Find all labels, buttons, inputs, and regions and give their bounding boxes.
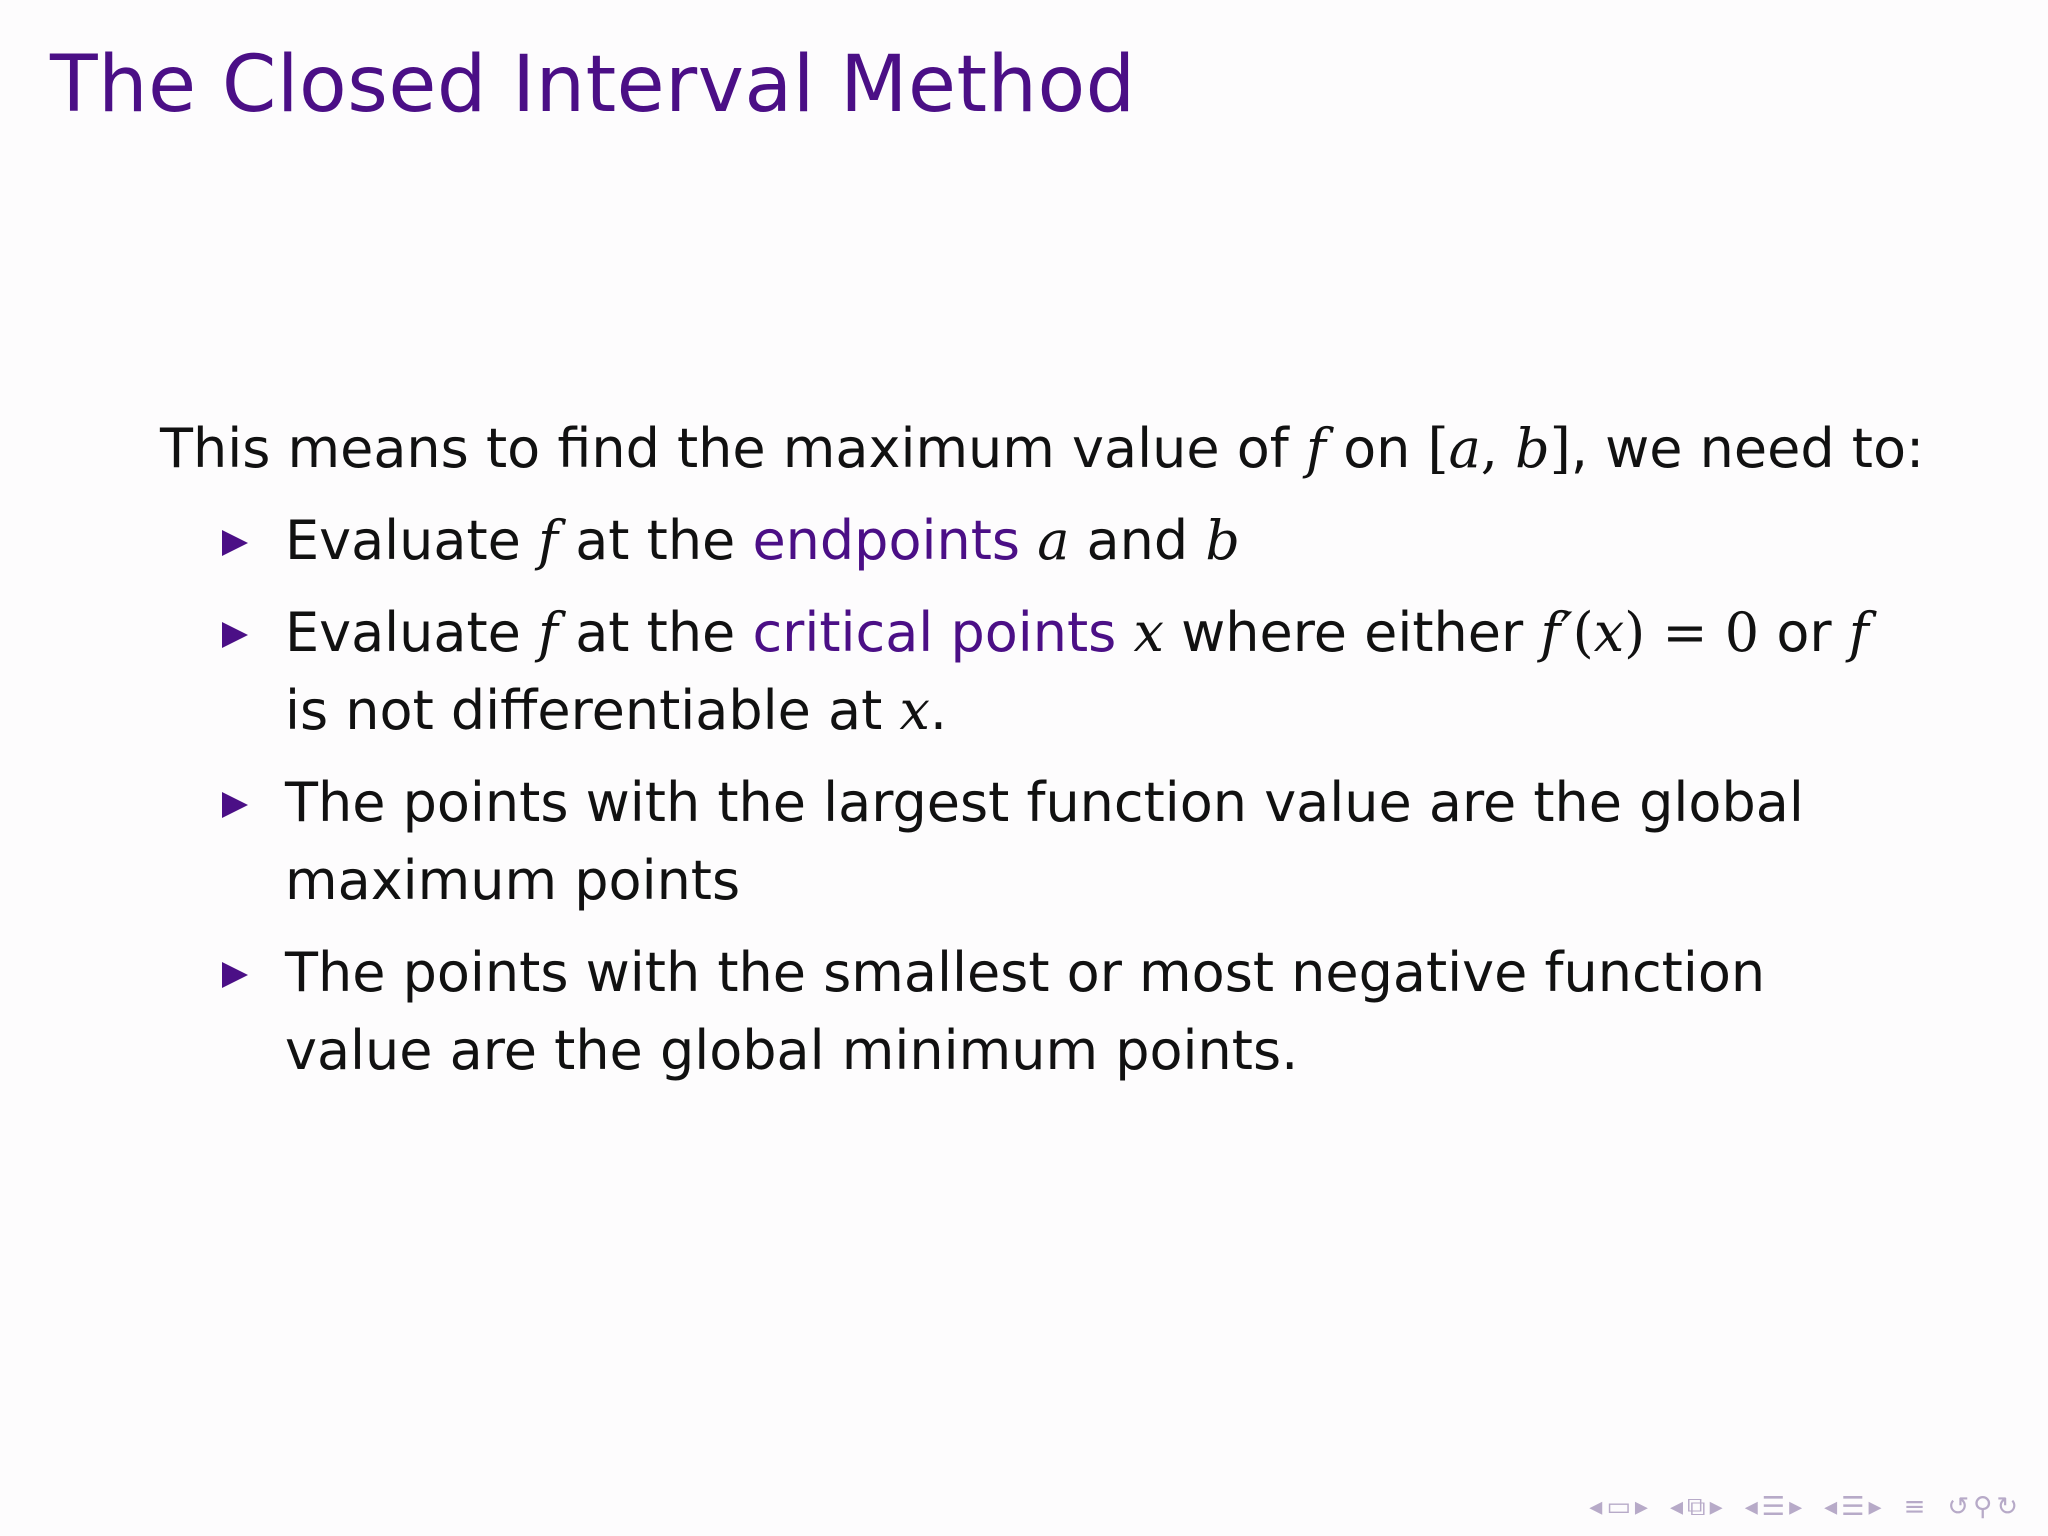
bullet-triangle-icon xyxy=(222,622,248,648)
slide-content xyxy=(160,410,1925,1104)
subsection-icon[interactable]: ⧉ xyxy=(1687,1492,1706,1522)
bullet-1-math-b: b xyxy=(1205,509,1240,572)
nav-right-arrow-icon[interactable]: ▸ xyxy=(1868,1492,1882,1522)
undo-icon[interactable]: ↺ xyxy=(1947,1492,1970,1522)
bullet-2-paren-close: ) xyxy=(1624,601,1646,664)
intro-sentence xyxy=(160,410,1925,488)
nav-subsection-group xyxy=(1670,1494,1723,1520)
bullet-item-global-maximum xyxy=(160,764,1920,920)
nav-part-group xyxy=(1824,1494,1881,1520)
section-icon[interactable]: ☰ xyxy=(1761,1492,1786,1522)
bullet-1-text-3 xyxy=(1020,509,1037,572)
bullet-2-math-x3: x xyxy=(899,679,930,742)
redo-icon[interactable]: ↻ xyxy=(1996,1492,2018,1522)
bullet-2-text-7: . xyxy=(929,679,948,742)
bullet-2-math-fprime: f′ xyxy=(1540,601,1573,664)
bullet-2-text-5: or xyxy=(1759,601,1849,664)
bullet-4-text: The points with the smallest or most negative function value are the global minimum points. xyxy=(285,941,1766,1082)
bullet-2-math-f: f xyxy=(538,601,559,664)
nav-left-arrow-icon[interactable]: ◂ xyxy=(1824,1492,1838,1522)
math-a: a xyxy=(1448,417,1481,480)
bullet-item-critical-points xyxy=(160,594,1920,750)
bullet-2-paren-open: ( xyxy=(1572,601,1594,664)
intro-text-1: This means to find the maximum value of xyxy=(160,417,1306,480)
bullet-triangle-icon xyxy=(222,962,248,988)
intro-text-3: , we need to: xyxy=(1570,417,1925,480)
slide-title: The Closed Interval Method xyxy=(50,40,1136,130)
nav-left-arrow-icon[interactable]: ◂ xyxy=(1744,1492,1758,1522)
align-icon[interactable]: ≡ xyxy=(1903,1492,1926,1522)
bullet-2-text-6: is not differentiable at xyxy=(285,679,900,742)
bullet-triangle-icon xyxy=(222,530,248,556)
bullet-1-math-a: a xyxy=(1037,509,1070,572)
nav-search-group xyxy=(1947,1494,2018,1520)
nav-right-arrow-icon[interactable]: ▸ xyxy=(1789,1492,1803,1522)
bullet-item-endpoints xyxy=(160,502,1920,580)
interval-comma: , xyxy=(1480,417,1516,480)
bullet-list xyxy=(160,502,1910,1090)
nav-align-group xyxy=(1904,1494,1926,1520)
bullet-2-text-1: Evaluate xyxy=(285,601,539,664)
bullet-2-math-x2: x xyxy=(1593,601,1625,664)
beamer-navigation-bar xyxy=(1589,1494,2032,1520)
bullet-1-text-4: and xyxy=(1069,509,1206,572)
nav-frame-group xyxy=(1589,1494,1648,1520)
bullet-2-text-3 xyxy=(1116,601,1133,664)
bullet-2-equals-zero: = 0 xyxy=(1645,601,1760,664)
bullet-triangle-icon xyxy=(222,792,248,818)
nav-right-arrow-icon[interactable]: ▸ xyxy=(1634,1492,1648,1522)
math-b: b xyxy=(1515,417,1550,480)
critical-points-highlight: critical points xyxy=(752,601,1117,664)
bullet-2-math-x: x xyxy=(1133,601,1164,664)
nav-left-arrow-icon[interactable]: ◂ xyxy=(1589,1492,1603,1522)
frame-icon[interactable]: ▭ xyxy=(1606,1492,1631,1522)
interval-close-bracket: ] xyxy=(1549,417,1571,480)
math-f: f xyxy=(1305,417,1326,480)
interval-open-bracket: [ xyxy=(1427,417,1449,480)
bullet-1-text-1: Evaluate xyxy=(285,509,539,572)
section-icon[interactable]: ☰ xyxy=(1841,1492,1865,1522)
nav-section-group xyxy=(1745,1494,1802,1520)
bullet-3-text: The points with the largest function value are the global maximum points xyxy=(285,771,1804,912)
search-icon[interactable]: ⚲ xyxy=(1973,1492,1993,1522)
bullet-2-text-4: where either xyxy=(1163,601,1541,664)
nav-left-arrow-icon[interactable]: ◂ xyxy=(1669,1492,1684,1522)
bullet-1-text-2: at the xyxy=(558,509,753,572)
endpoints-highlight: endpoints xyxy=(752,509,1021,572)
bullet-2-math-f2: f xyxy=(1848,601,1869,664)
intro-text-2: on xyxy=(1325,417,1428,480)
nav-right-arrow-icon[interactable]: ▸ xyxy=(1709,1492,1723,1522)
bullet-2-text-2: at the xyxy=(558,601,753,664)
bullet-item-global-minimum xyxy=(160,934,1920,1090)
bullet-1-math-f: f xyxy=(538,509,559,572)
